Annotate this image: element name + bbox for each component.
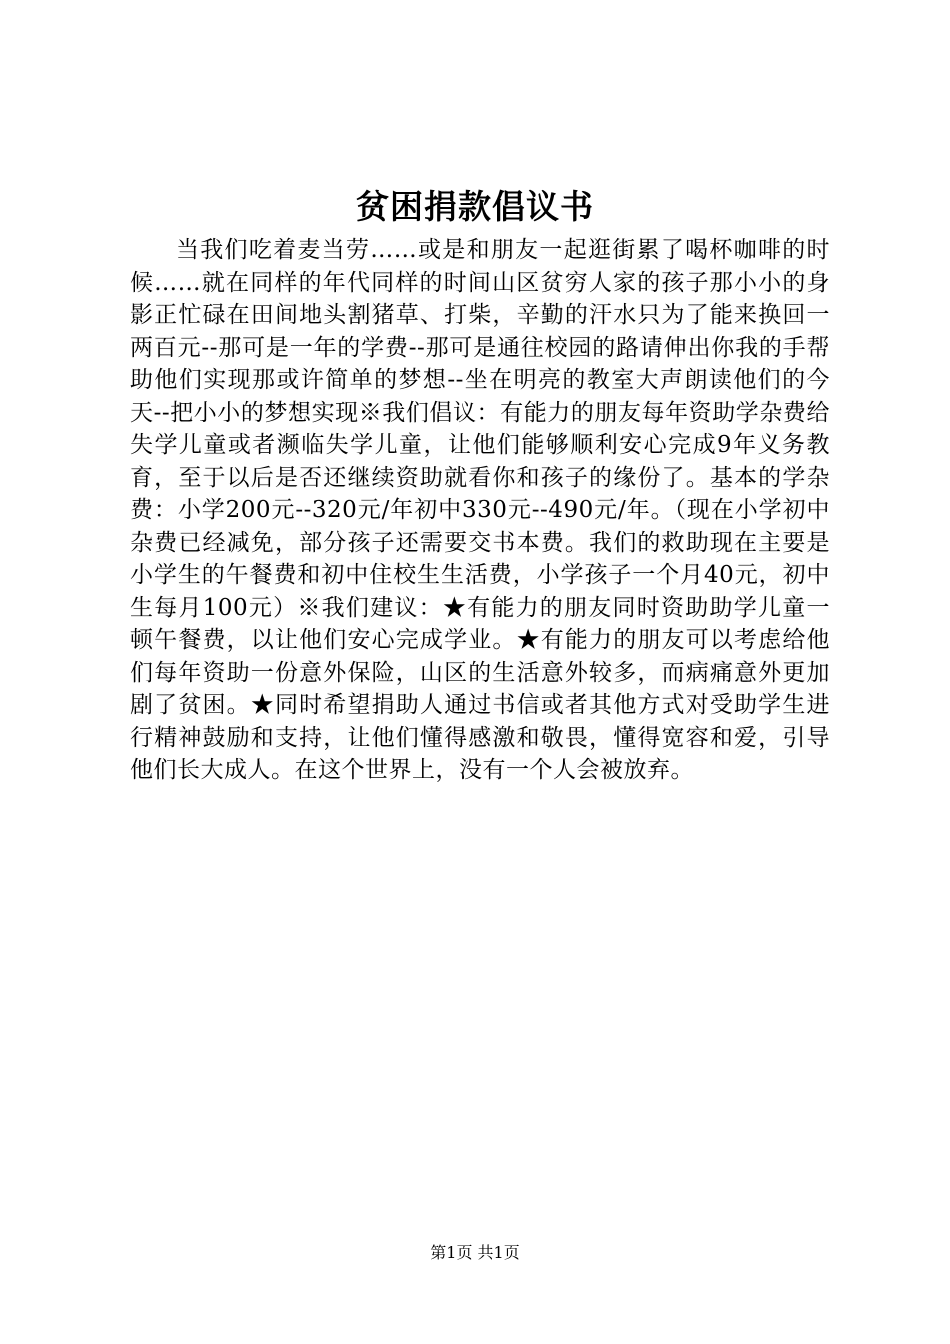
page-footer: 第1页 共1页 xyxy=(430,1243,520,1262)
document-title: 贫困捐款倡议书 xyxy=(356,187,594,226)
document-body: 当我们吃着麦当劳……或是和朋友一起逛街累了喝杯咖啡的时候……就在同样的年代同样的时间山区贫穷人家的孩子那小小的身影正忙碌在田间地头割猪草、打柴，辛勤的汗水只为了能来换回一两百元--那可是一年的学费--那可是通往校园的路请伸出你我的手帮助他们实现那或许简单的梦想--坐在明亮的教室大声朗读他们的今天--把小小的梦想实现※我们倡议：有能力的朋友每年资助学杂费给失学儿童或者濒临失学儿童，让他们能够顺利安心完成9年义务教育，至于以后是否还继续资助就看你和孩子的缘份了。基本的学杂费：小学200元--320元/年初中330元--490元/年。（现在小学初中杂费已经减免，部分孩子还需要交书本费。我们的救助现在主要是小学生的午餐费和初中住校生生活费，小学孩子一个月40元，初中生每月100元）※我们建议：★有能力的朋友同时资助助学儿童一顿午餐费，以让他们安心完成学业。★有能力的朋友可以考虑给他们每年资助一份意外保险，山区的生活意外较多，而病痛意外更加剧了贫困。★同时希望捐助人通过书信或者其他方式对受助学生进行精神鼓励和支持，让他们懂得感激和敬畏，懂得宽容和爱，引导他们长大成人。在这个世界上，没有一个人会被放弃。 xyxy=(130,237,830,783)
